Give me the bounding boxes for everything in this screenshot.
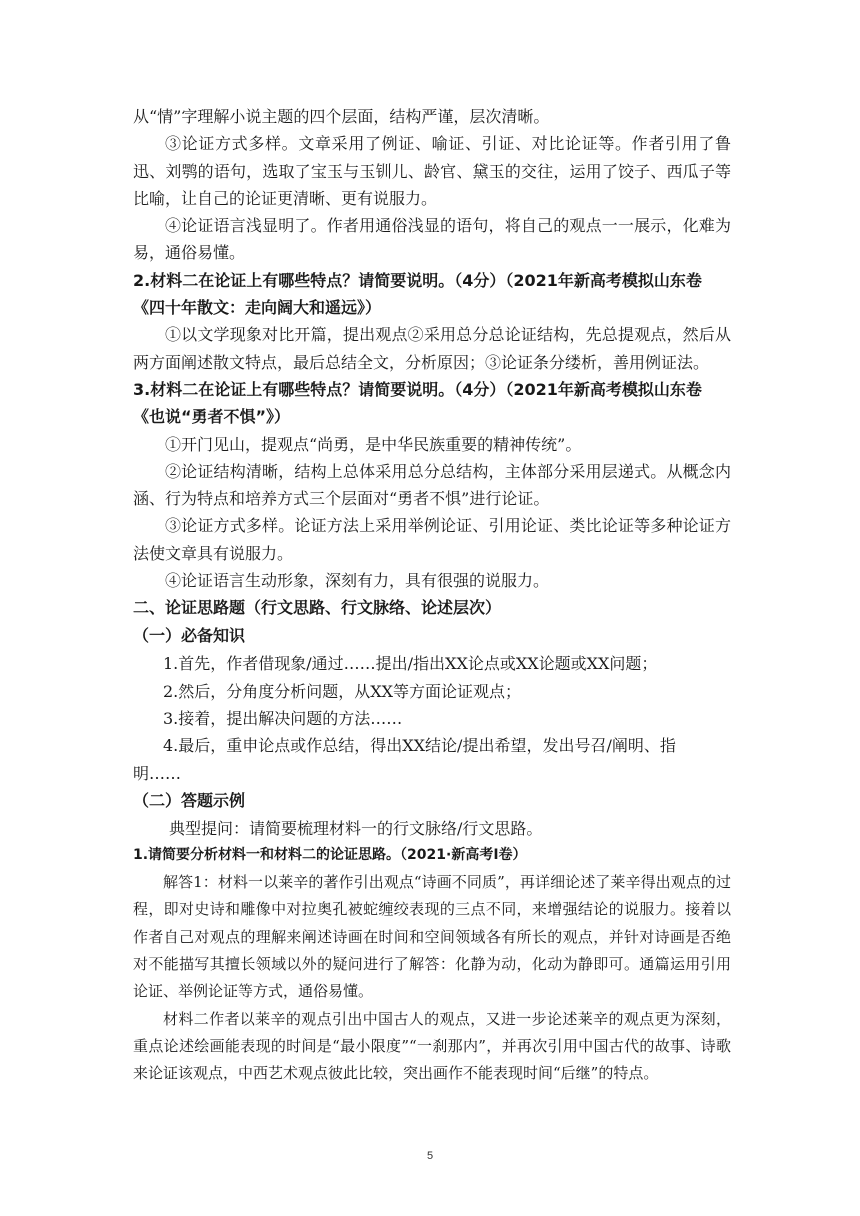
page-number: 5 <box>426 1150 434 1162</box>
example-answer: 材料二作者以莱辛的观点引出中国古人的观点，又进一步论述莱辛的观点更为深刻，重点论述绘画能表现的时间是“最小限度”“一刹那内”，并再次引用中国古代的故事、诗歌来论证该观点，中西艺术观点彼此比较，突出画作不能表现时间“后继”的特点。 <box>133 1009 731 1083</box>
subsection-heading: （二）答题示例 <box>133 790 246 810</box>
knowledge-item: 1.首先，作者借现象/通过……提出/指出XX论点或XX论题或XX问题； <box>163 654 658 674</box>
knowledge-item: 4.最后，重申论点或作总结，得出XX结论/提出希望，发出号召/阐明、指 <box>163 736 676 756</box>
example-answer: 解答1：材料一以莱辛的著作引出观点“诗画不同质”，再详细论述了莱辛得出观点的过程，即对史诗和雕像中对拉奥孔被蛇缠绞表现的三点不同，来增强结论的说服力。接着以作者自己对观点的理解来阐述诗画在时间和空间领域各有所长的观点，并针对诗画是否绝对不能描写其擅长领域以外的疑问进行了解答：化静为动，化动为静即可。通篇运用引用论证、举例论证等方式，通俗易懂。 <box>133 873 731 1001</box>
paragraph: ④论证语言浅显明了。作者用通俗浅显的语句，将自己的观点一一展示，化难为易，通俗易懂。 <box>133 216 731 263</box>
paragraph: 从“情”字理解小说主题的四个层面，结构严谨，层次清晰。 <box>133 107 550 126</box>
answer-3-item: ①开门见山，提观点“尚勇，是中华民族重要的精神传统”。 <box>165 434 582 454</box>
example-question: 1.请简要分析材料一和材料二的论证思路。（2021·新高考Ⅰ卷） <box>133 847 527 864</box>
answer-3-item: ③论证方式多样。论证方法上采用举例论证、引用论证、类比论证等多种论证方法使文章具有说服力。 <box>133 516 731 563</box>
question-2: 2.材料二在论证上有哪些特点？请简要说明。（4分）（2021年新高考模拟山东卷《四十年散文：走向阔大和遥远》） <box>133 270 702 318</box>
answer-3-item: ②论证结构清晰，结构上总体采用总分总结构，主体部分采用层递式。从概念内涵、行为特点和培养方式三个层面对“勇者不惧”进行论证。 <box>133 461 731 509</box>
typical-question: 典型提问：请简要梳理材料一的行文脉络/行文思路。 <box>169 818 543 838</box>
knowledge-item-continued: 明…… <box>133 763 182 783</box>
knowledge-item: 3.接着，提出解决问题的方法…… <box>163 708 403 728</box>
subsection-heading: （一）必备知识 <box>133 626 246 646</box>
knowledge-item: 2.然后，分角度分析问题，从XX等方面论证观点； <box>163 681 522 701</box>
paragraph: ③论证方式多样。文章采用了例证、喻证、引证、对比论证等。作者引用了鲁迅、刘鹗的语句，选取了宝玉与玉钏儿、龄官、黛玉的交往，运用了饺子、西瓜子等比喻，让自己的论证更清晰、更有说服力。 <box>133 134 731 208</box>
page-content <box>133 103 731 1088</box>
question-3: 3.材料二在论证上有哪些特点？请简要说明。（4分）（2021年新高考模拟山东卷《也说“勇者不惧”》） <box>133 379 702 427</box>
answer-3-item: ④论证语言生动形象，深刻有力，具有很强的说服力。 <box>165 571 550 591</box>
answer-2: ①以文学现象对比开篇，提出观点②采用总分总论证结构，先总提观点，然后从两方面阐述散文特点，最后总结全文，分析原因；③论证条分缕析，善用例证法。 <box>133 325 731 372</box>
section-heading: 二、论证思路题（行文思路、行文脉络、论述层次） <box>133 598 502 618</box>
